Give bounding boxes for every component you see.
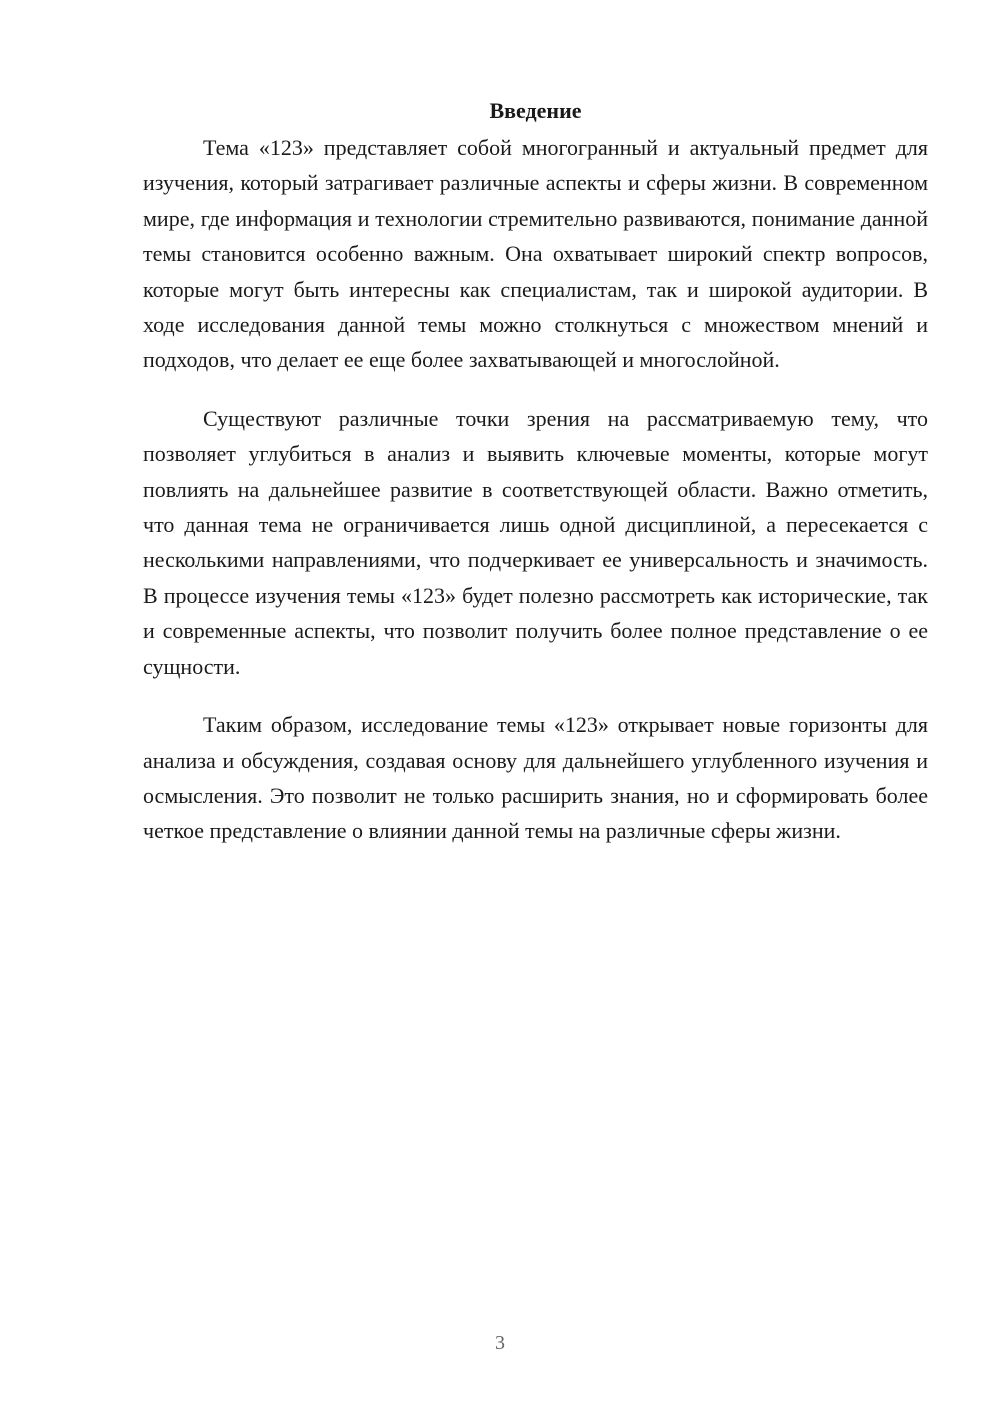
paragraph-2: Существуют различные точки зрения на рассматриваемую тему, что позволяет углубиться в анализ и выявить ключевые моменты, которые могут повлиять на дальнейшее развитие в соответствующей области. Важно отметить, что данная тема не ограничивается лишь одной дисциплиной, а пересекается с несколькими направлениями, что подчеркивает ее универсальность и значимость. В процессе изучения темы «123» будет полезно рассмотреть как исторические, так и современные аспекты, что позволит получить более полное представление о ее сущности. — [143, 405, 928, 679]
page-number: 3 — [495, 1332, 505, 1354]
document-body — [143, 96, 928, 872]
paragraph-3: Таким образом, исследование темы «123» открывает новые горизонты для анализа и обсуждения, создавая основу для дальнейшего углубленного изучения и осмысления. Это позволит не только расширить знания, но и сформировать более четкое представление о влиянии данной темы на различные сферы жизни. — [143, 712, 928, 844]
paragraph-1: Тема «123» представляет собой многогранный и актуальный предмет для изучения, который затрагивает различные аспекты и сферы жизни. В современном мире, где информация и технологии стремительно развиваются, понимание данной темы становится особенно важным. Она охватывает широкий спектр вопросов, которые могут быть интересны как специалистам, так и широкой аудитории. В ходе исследования данной темы можно столкнуться с множеством мнений и подходов, что делает ее еще более захватывающей и многослойной. — [143, 135, 928, 373]
section-heading: Введение — [489, 98, 582, 123]
